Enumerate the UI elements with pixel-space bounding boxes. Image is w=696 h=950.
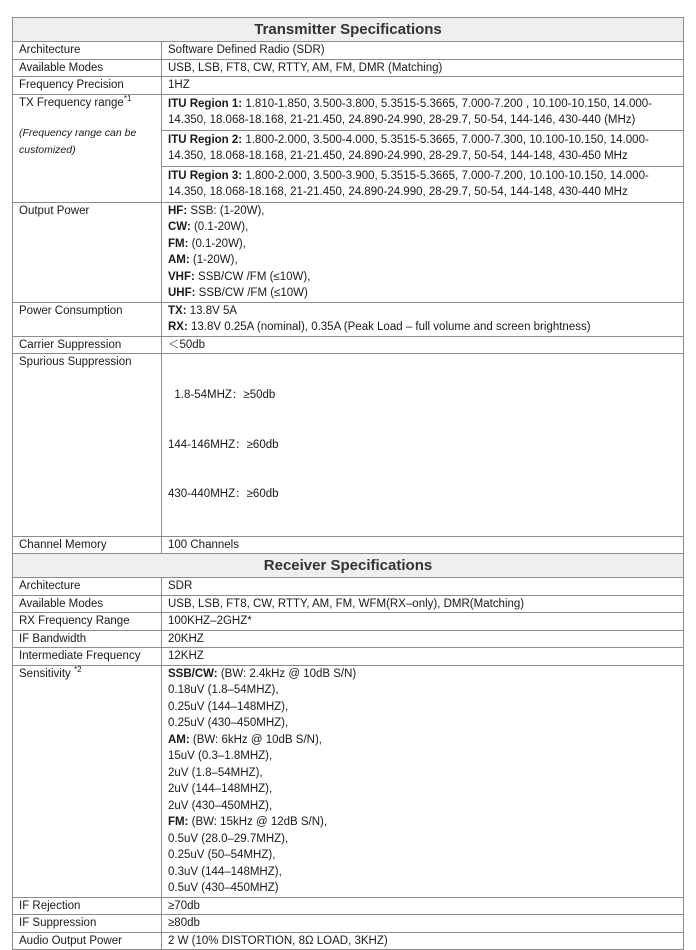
sensitivity-key: AM:	[168, 733, 190, 746]
spec-value: 2 W (10% DISTORTION, 8Ω LOAD, 3KHZ)	[162, 932, 684, 950]
spec-row-channel-memory	[13, 536, 684, 554]
consumption-key: TX:	[168, 304, 187, 317]
power-text: SSB: (1-20W),	[187, 204, 265, 217]
spec-value: 12KHZ	[162, 648, 684, 666]
sensitivity-text: 2uV (1.8–54MHZ),	[168, 766, 263, 779]
power-text: SSB/CW /FM (≤10W),	[194, 270, 311, 283]
spec-value: ≥70db	[162, 897, 684, 915]
sensitivity-text: 0.18uV (1.8–54MHZ),	[168, 684, 279, 696]
spec-table	[12, 17, 684, 950]
spec-row-tx-architecture	[13, 42, 684, 60]
spec-row-spurious-suppression	[13, 354, 684, 537]
itu-region-2	[162, 130, 683, 166]
power-key: HF:	[168, 204, 188, 217]
spec-value: SDR	[162, 578, 684, 596]
tx-range-note: (Frequency range can be customized)	[19, 127, 137, 156]
power-text: SSB/CW /FM (≤10W)	[195, 287, 308, 299]
spec-row-rx-architecture	[13, 578, 684, 596]
rx-header-row	[13, 554, 684, 578]
power-key: UHF:	[168, 287, 196, 299]
spec-value: ≥80db	[162, 915, 684, 933]
power-line	[168, 269, 677, 286]
power-key: AM:	[168, 254, 190, 266]
spec-row-sensitivity	[13, 665, 684, 897]
sensitivity-text: 0.25uV (430–450MHZ),	[168, 717, 289, 729]
sensitivity-line	[168, 814, 677, 831]
sensitivity-text: 15uV (0.3–1.8MHZ),	[168, 750, 273, 762]
sensitivity-key: FM:	[168, 816, 189, 828]
spec-value: 1HZ	[162, 77, 684, 95]
consumption-text: 13.8V 0.25A (nominal), 0.35A (Peak Load – full volume and screen brightness)	[187, 321, 591, 333]
spec-label: Carrier Suppression	[13, 336, 162, 354]
spec-row-rx-range	[13, 613, 684, 631]
sensitivity-line	[168, 831, 677, 848]
power-text: (0.1-20W),	[190, 221, 249, 233]
sensitivity-label: Sensitivity	[19, 667, 74, 680]
footnote-marker: *1	[123, 93, 132, 103]
sensitivity-line	[168, 666, 677, 683]
power-line	[168, 252, 677, 269]
rx-section-title: Receiver Specifications	[13, 554, 684, 578]
spec-label: Architecture	[13, 578, 162, 596]
spec-value: USB, LSB, FT8, CW, RTTY, AM, FM, WFM(RX–only), DMR(Matching)	[162, 595, 684, 613]
spec-value: 100KHZ–2GHZ*	[162, 613, 684, 631]
power-key: CW:	[168, 221, 191, 233]
power-line	[168, 236, 677, 253]
region-bands: 1.810-1.850, 3.500-3.800, 5.3515-5.3665, 7.000-7.200 , 10.100-10.150, 14.000-14.350, 18.068-18.168, 21-21.450, 24.890-24.990, 28-29.7, 50-54, 144-146, 430-440 (MHz)	[168, 97, 652, 126]
spec-row-power-consumption	[13, 302, 684, 336]
region-name: ITU Region 3:	[168, 169, 243, 182]
spec-value	[162, 665, 684, 897]
spurious-line: 1.8-54MHZ：≥50db	[168, 389, 276, 401]
sensitivity-line	[168, 847, 677, 864]
sensitivity-text: (BW: 2.4kHz @ 10dB S/N)	[217, 667, 357, 680]
spurious-line: 430-440MHZ：≥60db	[168, 488, 279, 500]
spec-row-if-suppression	[13, 915, 684, 933]
power-line	[168, 285, 677, 302]
power-key: VHF:	[168, 270, 195, 283]
sensitivity-line	[168, 715, 677, 732]
sensitivity-line	[168, 880, 677, 897]
spec-row-if-bandwidth	[13, 630, 684, 648]
consumption-line	[168, 303, 677, 320]
consumption-key: RX:	[168, 321, 188, 333]
spec-label: Available Modes	[13, 595, 162, 613]
sensitivity-line	[168, 699, 677, 716]
region-bands: 1.800-2.000, 3.500-4.000, 5.3515-5.3665, 7.000-7.300, 10.100-10.150, 14.000-14.350, 18.068-18.168, 21-21.450, 24.890-24.990, 28-29.7, 50-54, 144-148, 430-450 MHz	[168, 133, 649, 162]
spec-label: Frequency Precision	[13, 77, 162, 95]
spec-value: ＜50db	[162, 336, 684, 354]
sensitivity-text: 2uV (430–450MHZ),	[168, 799, 273, 812]
spec-value	[162, 94, 684, 202]
region-bands: 1.800-2.000, 3.500-3.900, 5.3515-5.3665, 7.000-7.200, 10.100-10.150, 14.000-14.350, 18.068-18.168, 21-21.450, 24.890-24.990, 28-29.7, 50-54, 144-148, 430-440 MHz	[168, 169, 649, 198]
spec-label	[13, 665, 162, 897]
power-line	[168, 219, 677, 236]
spec-row-tx-modes	[13, 59, 684, 77]
tx-header-row	[13, 18, 684, 42]
spec-row-output-power	[13, 202, 684, 302]
sensitivity-key: SSB/CW:	[168, 667, 218, 680]
tx-range-label: TX Frequency range	[19, 96, 124, 109]
spec-row-intermediate-frequency	[13, 648, 684, 666]
sensitivity-line	[168, 732, 677, 749]
power-line	[168, 203, 677, 220]
spec-value: 100 Channels	[162, 536, 684, 554]
itu-region-1	[168, 95, 677, 130]
spec-value: Software Defined Radio (SDR)	[162, 42, 684, 60]
spec-label: IF Bandwidth	[13, 630, 162, 648]
spec-label	[13, 94, 162, 202]
spec-value	[162, 354, 684, 537]
spec-label: Intermediate Frequency	[13, 648, 162, 666]
sensitivity-line	[168, 864, 677, 881]
sensitivity-text: 0.5uV (28.0–29.7MHZ),	[168, 832, 289, 845]
spec-value: 20KHZ	[162, 630, 684, 648]
spec-row-tx-precision	[13, 77, 684, 95]
spec-value	[162, 302, 684, 336]
sensitivity-line	[168, 748, 677, 765]
tx-section-title: Transmitter Specifications	[13, 18, 684, 42]
region-name: ITU Region 1:	[168, 97, 243, 110]
spec-label: Spurious Suppression	[13, 354, 162, 537]
region-name: ITU Region 2:	[168, 133, 243, 146]
spec-label: IF Rejection	[13, 897, 162, 915]
sensitivity-text: 2uV (144–148MHZ),	[168, 783, 273, 795]
spec-label: IF Suppression	[13, 915, 162, 933]
sensitivity-line	[168, 765, 677, 782]
spec-row-carrier-suppression	[13, 336, 684, 354]
sensitivity-line	[168, 781, 677, 798]
sensitivity-line	[168, 682, 677, 699]
sensitivity-text: 0.25uV (144–148MHZ),	[168, 700, 289, 713]
spec-label: Power Consumption	[13, 302, 162, 336]
sensitivity-line	[168, 798, 677, 815]
spec-value: USB, LSB, FT8, CW, RTTY, AM, FM, DMR (Matching)	[162, 59, 684, 77]
itu-region-3	[162, 166, 683, 202]
spec-label: Output Power	[13, 202, 162, 302]
power-text: (0.1-20W),	[188, 237, 246, 250]
footnote-marker: *2	[73, 664, 82, 674]
spec-row-if-rejection	[13, 897, 684, 915]
spec-value	[162, 202, 684, 302]
power-key: FM:	[168, 237, 189, 250]
spec-row-rx-modes	[13, 595, 684, 613]
sensitivity-text: 0.3uV (144–148MHZ),	[168, 865, 282, 878]
spec-label: RX Frequency Range	[13, 613, 162, 631]
power-text: (1-20W),	[189, 254, 238, 266]
sensitivity-text: 0.5uV (430–450MHZ)	[168, 882, 279, 894]
spec-label: Audio Output Power	[13, 932, 162, 950]
spec-label: Architecture	[13, 42, 162, 60]
spec-label: Channel Memory	[13, 536, 162, 554]
sensitivity-text: (BW: 15kHz @ 12dB S/N),	[188, 816, 328, 828]
consumption-line	[168, 319, 677, 336]
sensitivity-text: 0.25uV (50–54MHZ),	[168, 849, 276, 861]
sensitivity-text: (BW: 6kHz @ 10dB S/N),	[189, 733, 322, 746]
spec-row-tx-range	[13, 94, 684, 202]
spec-row-audio-output	[13, 932, 684, 950]
spec-label: Available Modes	[13, 59, 162, 77]
spurious-line: 144-146MHZ：≥60db	[168, 438, 279, 451]
consumption-text: 13.8V 5A	[186, 304, 238, 317]
